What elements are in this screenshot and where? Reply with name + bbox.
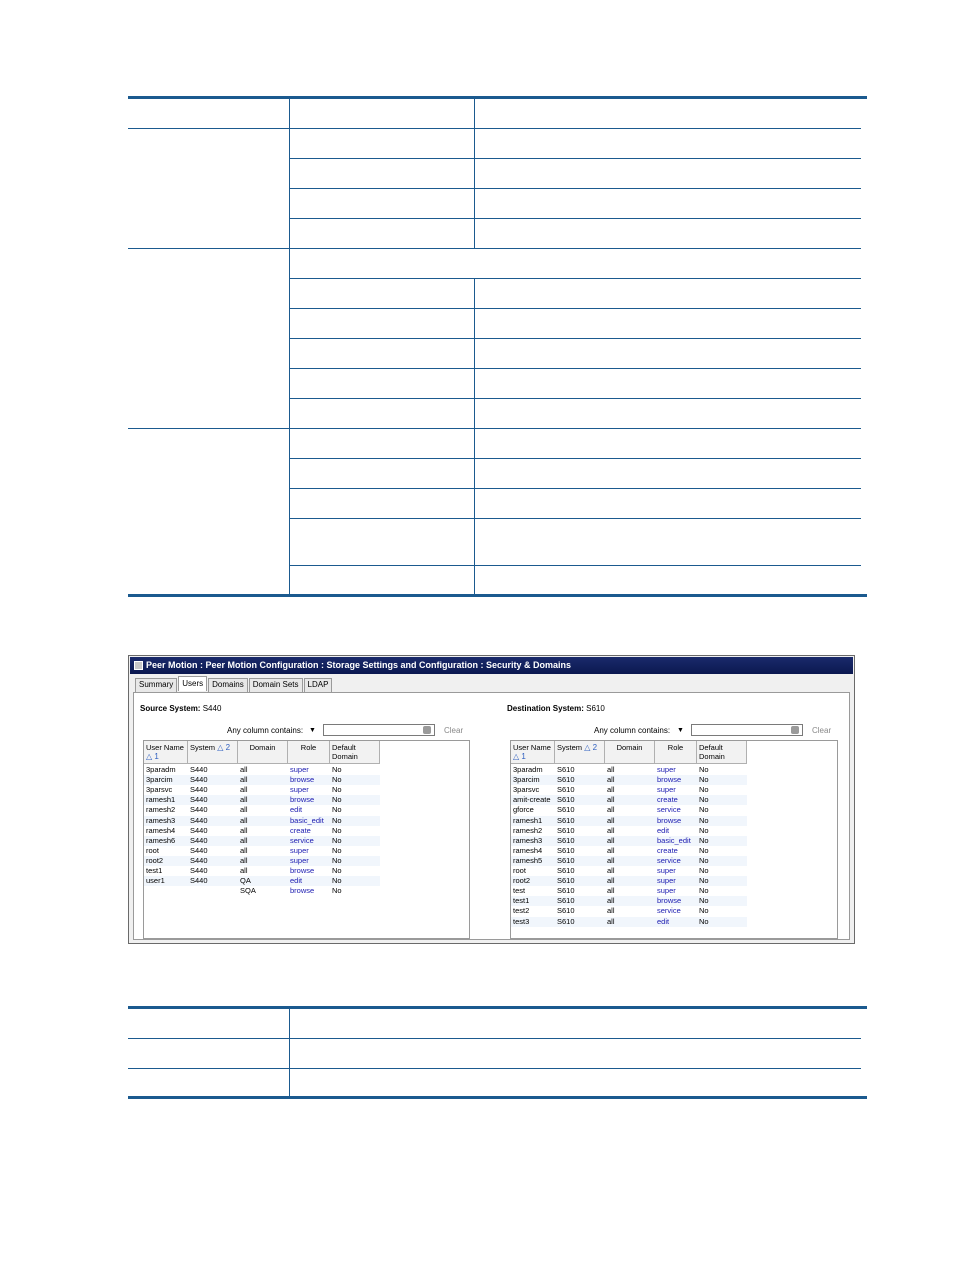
- cell-domain: all: [607, 845, 615, 855]
- cell-role: super: [290, 785, 309, 795]
- cell-domain: QA: [240, 876, 251, 886]
- cell-domain: all: [240, 815, 248, 825]
- table-row[interactable]: [511, 826, 747, 836]
- tab-domain-sets[interactable]: Domain Sets: [249, 678, 303, 692]
- cell-role: browse: [657, 815, 682, 825]
- table-rule: [128, 1068, 861, 1069]
- cell-default: No: [699, 845, 709, 855]
- cell-default: No: [332, 785, 342, 795]
- table-row[interactable]: [511, 775, 747, 785]
- cell-system: S610: [557, 876, 575, 886]
- cell-system: S440: [190, 825, 208, 835]
- column-header-label: Role: [300, 743, 317, 752]
- cell-user: test3: [513, 916, 530, 926]
- table-rule: [289, 458, 861, 459]
- cell-system: S610: [557, 775, 575, 785]
- cell-default: No: [332, 845, 342, 855]
- cell-system: S440: [190, 795, 208, 805]
- cell-system: S610: [557, 795, 575, 805]
- table-row[interactable]: [144, 836, 380, 846]
- destination-filter-label: Any column contains:: [594, 726, 671, 735]
- column-header-user-name[interactable]: [144, 741, 188, 763]
- table-row[interactable]: [144, 816, 380, 826]
- cell-user: ramesh4: [146, 825, 176, 835]
- table-row[interactable]: [511, 785, 747, 795]
- cell-user: root: [513, 866, 526, 875]
- table-rule: [289, 308, 861, 309]
- cell-role: browse: [290, 795, 315, 805]
- column-header-system[interactable]: [555, 741, 605, 763]
- cell-domain: all: [240, 765, 248, 774]
- table-row[interactable]: [511, 765, 747, 775]
- cell-user: test1: [146, 866, 163, 875]
- column-header-domain[interactable]: [605, 741, 655, 763]
- cell-system: S440: [190, 775, 208, 785]
- column-header-label: System: [557, 743, 583, 752]
- cell-domain: SQA: [240, 886, 256, 896]
- cell-user: test: [513, 886, 526, 896]
- cell-role: service: [657, 855, 681, 865]
- table-rule: [128, 1038, 861, 1039]
- cell-role: browse: [290, 866, 315, 875]
- tab-summary[interactable]: Summary: [135, 678, 177, 692]
- table-rule: [289, 278, 861, 279]
- cell-domain: all: [240, 785, 248, 795]
- table-divider: [289, 99, 290, 594]
- cell-default: No: [699, 896, 709, 906]
- cell-default: No: [332, 886, 342, 896]
- cell-user: ramesh3: [513, 835, 543, 845]
- cell-role: service: [290, 835, 314, 845]
- cell-role: browse: [290, 886, 315, 896]
- cell-role: super: [657, 785, 676, 795]
- cell-default: No: [332, 815, 342, 825]
- column-header-label: Role: [667, 743, 684, 752]
- cell-domain: all: [607, 876, 615, 886]
- table-row[interactable]: [511, 816, 747, 826]
- cell-role: basic_edit: [290, 815, 324, 825]
- cell-system: S440: [190, 835, 208, 845]
- tab-strip: [135, 678, 333, 692]
- cell-default: No: [332, 805, 342, 815]
- cell-role: super: [290, 855, 309, 865]
- column-header-default-domain[interactable]: [330, 741, 380, 763]
- cell-user: ramesh2: [146, 805, 176, 815]
- column-header-label: User Name: [513, 743, 551, 752]
- table-rule: [289, 398, 861, 399]
- merged-cell-mask: [474, 249, 475, 278]
- cell-default: No: [699, 785, 709, 795]
- cell-default: No: [332, 765, 342, 774]
- cell-domain: all: [607, 835, 615, 845]
- cell-system: S610: [557, 866, 575, 875]
- table-row[interactable]: [511, 886, 747, 896]
- source-system-name: S440: [202, 704, 222, 713]
- destination-system-name: S610: [586, 704, 605, 713]
- table-rule: [289, 488, 861, 489]
- cell-role: create: [657, 845, 678, 855]
- cell-domain: all: [240, 835, 248, 845]
- cell-domain: all: [607, 855, 615, 865]
- cell-system: S610: [557, 845, 575, 855]
- cell-default: No: [332, 775, 342, 785]
- table-rule: [289, 158, 861, 159]
- cell-user: user1: [146, 876, 165, 886]
- table-row[interactable]: [144, 805, 380, 815]
- tab-ldap[interactable]: LDAP: [304, 678, 333, 692]
- cell-domain: all: [607, 795, 615, 805]
- cell-default: No: [699, 876, 709, 886]
- document-table-top: [128, 96, 867, 597]
- cell-role: browse: [657, 896, 682, 906]
- cell-role: super: [657, 866, 676, 875]
- cell-domain: all: [607, 775, 615, 785]
- cell-domain: all: [240, 866, 248, 875]
- grid-header: [511, 741, 747, 764]
- table-rule: [289, 565, 861, 566]
- cell-user: 3paradm: [513, 765, 543, 774]
- peer-motion-window: [128, 655, 855, 944]
- cell-domain: all: [607, 765, 615, 774]
- sort-ascending-icon: △ 2: [215, 743, 231, 752]
- table-rule: [289, 368, 861, 369]
- title-bar: [130, 657, 853, 674]
- cell-default: No: [699, 916, 709, 926]
- source-search-input[interactable]: [323, 724, 435, 736]
- sort-ascending-icon: △ 1: [146, 752, 159, 761]
- table-row[interactable]: [144, 826, 380, 836]
- table-row[interactable]: [511, 836, 747, 846]
- cell-default: No: [699, 795, 709, 805]
- table-row[interactable]: [144, 785, 380, 795]
- table-row[interactable]: [511, 906, 747, 916]
- cell-system: S610: [557, 765, 575, 774]
- destination-search-input[interactable]: [691, 724, 803, 736]
- cell-domain: all: [607, 866, 615, 875]
- table-row[interactable]: [511, 917, 747, 927]
- filter-icon: [423, 726, 431, 734]
- cell-default: No: [699, 815, 709, 825]
- column-header-label: System: [190, 743, 216, 752]
- cell-system: S610: [557, 886, 575, 896]
- cell-user: 3parsvc: [146, 785, 173, 795]
- column-header-role[interactable]: [288, 741, 330, 763]
- cell-domain: all: [607, 805, 615, 815]
- cell-domain: all: [240, 775, 248, 785]
- cell-domain: all: [607, 916, 615, 926]
- cell-domain: all: [240, 825, 248, 835]
- table-divider: [289, 1009, 290, 1096]
- destination-users-grid: [510, 740, 838, 939]
- cell-user: 3parcim: [513, 775, 540, 785]
- cell-user: gforce: [513, 805, 534, 815]
- sort-ascending-icon: △ 2: [582, 743, 598, 752]
- cell-default: No: [699, 825, 709, 835]
- cell-system: S610: [557, 785, 575, 795]
- cell-system: S440: [190, 805, 208, 815]
- table-rule: [128, 248, 861, 249]
- table-rule: [128, 128, 861, 129]
- table-row[interactable]: [511, 846, 747, 856]
- column-header-label: User Name: [146, 743, 184, 752]
- cell-domain: all: [240, 795, 248, 805]
- cell-default: No: [332, 866, 342, 875]
- source-users-grid: [143, 740, 470, 939]
- cell-domain: all: [607, 825, 615, 835]
- table-row[interactable]: [511, 805, 747, 815]
- cell-user: 3parcim: [146, 775, 173, 785]
- cell-default: No: [699, 855, 709, 865]
- cell-role: service: [657, 805, 681, 815]
- cell-default: No: [699, 805, 709, 815]
- column-header-domain[interactable]: [238, 741, 288, 763]
- source-clear-button[interactable]: Clear: [444, 726, 464, 735]
- cell-system: S610: [557, 906, 575, 916]
- column-header-default-domain[interactable]: [697, 741, 747, 763]
- cell-user: ramesh4: [513, 845, 543, 855]
- cell-user: ramesh1: [513, 815, 543, 825]
- cell-user: root2: [513, 876, 531, 886]
- cell-domain: all: [607, 886, 615, 896]
- cell-user: ramesh1: [146, 795, 176, 805]
- column-header-label: Domain: [249, 743, 276, 752]
- source-filter-dropdown-icon[interactable]: ▼: [309, 727, 316, 734]
- cell-user: amit-create: [513, 795, 551, 805]
- cell-user: ramesh3: [146, 815, 176, 825]
- cell-role: browse: [657, 775, 682, 785]
- cell-role: create: [290, 825, 311, 835]
- cell-domain: all: [607, 896, 615, 906]
- source-title-label: Source System:: [140, 704, 201, 713]
- cell-role: service: [657, 906, 681, 916]
- cell-system: S440: [190, 785, 208, 795]
- cell-user: 3parsvc: [513, 785, 540, 795]
- cell-default: No: [699, 835, 709, 845]
- cell-domain: all: [607, 815, 615, 825]
- cell-user: root2: [146, 855, 164, 865]
- grid-header: [144, 741, 380, 764]
- tab-users[interactable]: Users: [178, 676, 207, 691]
- table-row[interactable]: [511, 896, 747, 906]
- cell-system: S440: [190, 845, 208, 855]
- table-row[interactable]: [144, 856, 380, 866]
- cell-role: create: [657, 795, 678, 805]
- cell-system: S610: [557, 835, 575, 845]
- cell-system: S440: [190, 855, 208, 865]
- table-row[interactable]: [511, 876, 747, 886]
- cell-role: super: [290, 765, 309, 774]
- cell-domain: all: [607, 785, 615, 795]
- cell-system: S440: [190, 876, 208, 886]
- table-rule: [289, 338, 861, 339]
- cell-role: edit: [657, 916, 670, 926]
- table-row[interactable]: [144, 886, 380, 896]
- column-header-label: Default Domain: [332, 743, 358, 761]
- cell-default: No: [699, 886, 709, 896]
- cell-user: test1: [513, 896, 530, 906]
- column-header-label: Domain: [616, 743, 643, 752]
- table-row[interactable]: [144, 846, 380, 856]
- table-rule: [289, 518, 861, 519]
- cell-role: super: [657, 876, 676, 886]
- cell-role: super: [657, 765, 676, 774]
- cell-default: No: [699, 765, 709, 774]
- app-icon: [134, 661, 143, 670]
- table-row[interactable]: [511, 856, 747, 866]
- cell-role: super: [657, 886, 676, 896]
- cell-default: No: [699, 866, 709, 875]
- cell-role: basic_edit: [657, 835, 691, 845]
- window-title: Peer Motion : Peer Motion Configuration : Storage Settings and Configuration : Security & Domains: [146, 660, 572, 670]
- document-table-bottom: [128, 1006, 867, 1099]
- column-header-label: Default Domain: [699, 743, 725, 761]
- cell-system: S610: [557, 916, 575, 926]
- cell-domain: all: [240, 845, 248, 855]
- table-divider: [474, 99, 475, 594]
- cell-user: 3paradm: [146, 765, 176, 774]
- cell-user: root: [146, 845, 159, 855]
- cell-default: No: [699, 775, 709, 785]
- cell-system: S610: [557, 805, 575, 815]
- cell-role: edit: [657, 825, 670, 835]
- column-header-role[interactable]: [655, 741, 697, 763]
- cell-default: No: [332, 855, 342, 865]
- cell-domain: all: [240, 805, 248, 815]
- table-row[interactable]: [144, 765, 380, 775]
- cell-role: edit: [290, 876, 303, 886]
- cell-domain: all: [240, 855, 248, 865]
- cell-user: ramesh6: [146, 835, 176, 845]
- source-filter-label: Any column contains:: [227, 726, 304, 735]
- sort-ascending-icon: △ 1: [513, 752, 526, 761]
- table-rule: [289, 218, 861, 219]
- source-system-title: [140, 704, 221, 713]
- cell-user: test2: [513, 906, 530, 916]
- table-row[interactable]: [144, 775, 380, 785]
- cell-user: ramesh2: [513, 825, 543, 835]
- cell-role: super: [290, 845, 309, 855]
- cell-system: S440: [190, 866, 208, 875]
- cell-default: No: [699, 906, 709, 916]
- cell-default: No: [332, 876, 342, 886]
- cell-default: No: [332, 835, 342, 845]
- table-row[interactable]: [144, 795, 380, 805]
- cell-system: S610: [557, 896, 575, 906]
- table-row[interactable]: [511, 795, 747, 805]
- cell-role: edit: [290, 805, 303, 815]
- cell-default: No: [332, 825, 342, 835]
- cell-system: S440: [190, 765, 208, 774]
- column-header-user-name[interactable]: [511, 741, 555, 763]
- cell-domain: all: [607, 906, 615, 916]
- column-header-system[interactable]: [188, 741, 238, 763]
- tab-domains[interactable]: Domains: [208, 678, 248, 692]
- cell-role: browse: [290, 775, 315, 785]
- table-row[interactable]: [144, 876, 380, 886]
- destination-clear-button[interactable]: Clear: [812, 726, 832, 735]
- cell-system: S440: [190, 815, 208, 825]
- destination-title-label: Destination System:: [507, 704, 584, 713]
- table-rule: [289, 188, 861, 189]
- table-row[interactable]: [511, 866, 747, 876]
- cell-default: No: [332, 795, 342, 805]
- cell-user: ramesh5: [513, 855, 543, 865]
- table-rule: [128, 428, 861, 429]
- filter-icon: [791, 726, 799, 734]
- destination-system-title: [507, 704, 605, 713]
- destination-filter-dropdown-icon[interactable]: ▼: [677, 727, 684, 734]
- cell-system: S610: [557, 855, 575, 865]
- cell-system: S610: [557, 815, 575, 825]
- cell-system: S610: [557, 825, 575, 835]
- table-row[interactable]: [144, 866, 380, 876]
